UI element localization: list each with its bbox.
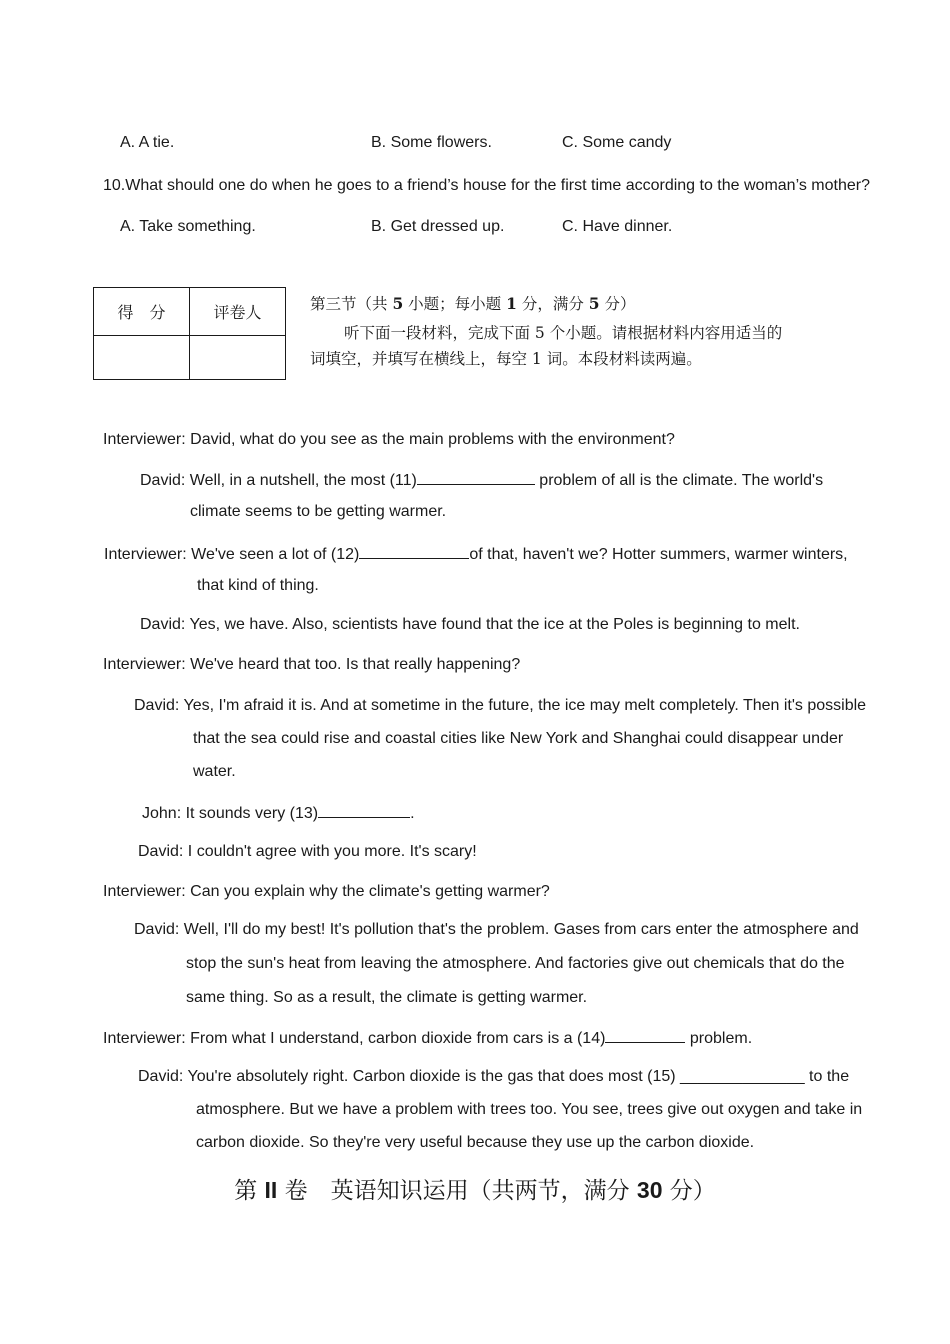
dialogue-line: David: I couldn't agree with you more. It's scary! xyxy=(138,843,477,860)
dialogue-line: that the sea could rise and coastal cities like New York and Shanghai could disappear under xyxy=(193,730,844,747)
dialogue-line: carbon dioxide. So they're very useful because they use up the carbon dioxide. xyxy=(196,1134,755,1151)
blank-14[interactable] xyxy=(605,1027,685,1043)
section3-title: 第三节（共 5 小题；每小题 1 分，满分 5 分） xyxy=(310,294,636,313)
grader-label: 评卷人 xyxy=(190,288,286,336)
dialogue-line: atmosphere. But we have a problem with trees too. You see, trees give out oxygen and take in xyxy=(196,1101,863,1118)
dialogue-line: David: You're absolutely right. Carbon dioxide is the gas that does most (15) ______________ to the xyxy=(138,1068,850,1085)
q9-option-a: A. A tie. xyxy=(120,134,175,151)
dialogue-line: Interviewer: We've heard that too. Is that really happening? xyxy=(103,656,521,673)
q10-option-b: B. Get dressed up. xyxy=(371,218,505,235)
q9-option-c: C. Some candy xyxy=(562,134,672,151)
dialogue-line: Interviewer: David, what do you see as the main problems with the environment? xyxy=(103,431,675,448)
blank-12[interactable] xyxy=(359,543,469,559)
dialogue-line: Interviewer: From what I understand, carbon dioxide from cars is a (14) problem. xyxy=(103,1027,752,1049)
grader-cell xyxy=(190,336,286,380)
score-cell xyxy=(94,336,190,380)
q10-question: 10.What should one do when he goes to a friend’s house for the first time according to the woman’s mother? xyxy=(103,177,870,194)
blank-13[interactable] xyxy=(318,802,410,818)
dialogue-line: same thing. So as a result, the climate is getting warmer. xyxy=(186,989,588,1006)
part2-title: 第 II 卷 英语知识运用（共两节，满分 30 分） xyxy=(234,1177,716,1204)
section3-instruction-2: 词填空，并填写在横线上，每空 1 词。本段材料读两遍。 xyxy=(310,350,702,368)
dialogue-line: John: It sounds very (13) . xyxy=(142,802,415,824)
dialogue-line: climate seems to be getting warmer. xyxy=(190,503,447,520)
section3-instruction-1: 听下面一段材料，完成下面 5 个小题。请根据材料内容用适当的 xyxy=(344,324,783,342)
dialogue-line: Interviewer: We've seen a lot of (12) of that, haven't we? Hotter summers, warmer winters, xyxy=(104,543,848,565)
dialogue-line: water. xyxy=(193,763,236,780)
q9-option-b: B. Some flowers. xyxy=(371,134,492,151)
dialogue-line: David: Well, I'll do my best! It's pollution that's the problem. Gases from cars enter the atmosphere and xyxy=(134,921,859,938)
dialogue-line: that kind of thing. xyxy=(197,577,319,594)
dialogue-line: David: Yes, we have. Also, scientists have found that the ice at the Poles is beginning to melt. xyxy=(140,616,800,633)
dialogue-line: stop the sun's heat from leaving the atmosphere. And factories give out chemicals that do the xyxy=(186,955,845,972)
dialogue-line: David: Well, in a nutshell, the most (11) problem of all is the climate. The world's xyxy=(140,469,823,491)
q10-option-c: C. Have dinner. xyxy=(562,218,673,235)
blank-11[interactable] xyxy=(417,469,535,485)
score-box xyxy=(93,287,286,380)
dialogue-line: Interviewer: Can you explain why the climate's getting warmer? xyxy=(103,883,550,900)
score-label: 得 分 xyxy=(94,288,190,336)
dialogue-line: David: Yes, I'm afraid it is. And at sometime in the future, the ice may melt completely. Then it's possible xyxy=(134,697,867,714)
q10-option-a: A. Take something. xyxy=(120,218,256,235)
